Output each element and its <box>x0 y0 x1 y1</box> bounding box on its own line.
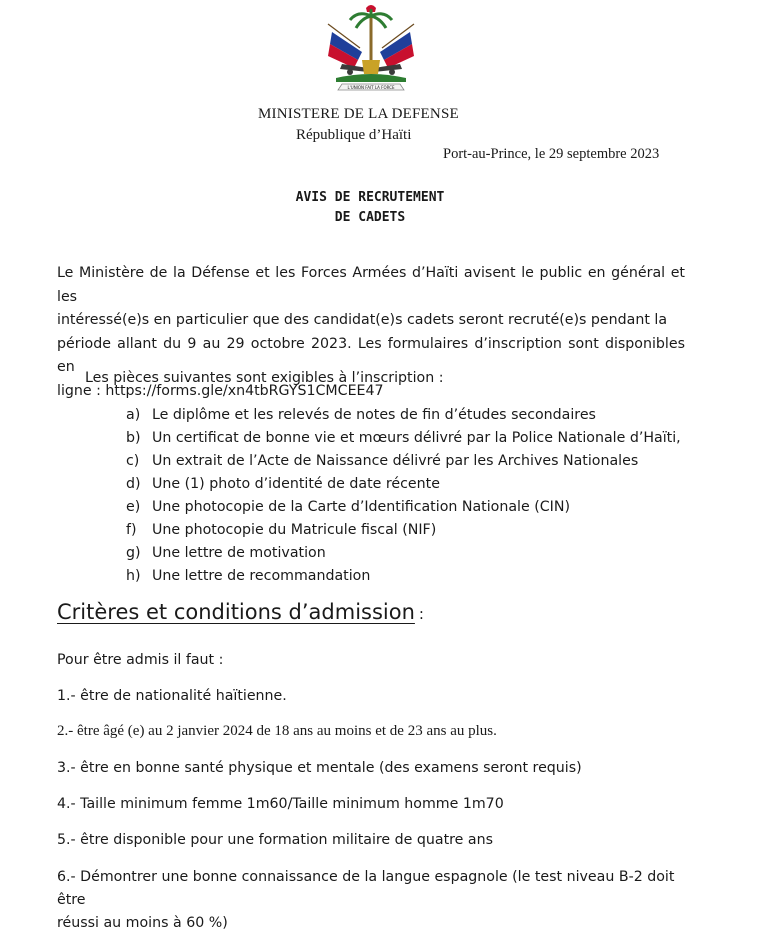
condition-2: 2.- être âgé (e) au 2 janvier 2024 de 18 ans au moins et de 23 ans au plus. <box>57 723 497 739</box>
list-item: b) Un certificat de bonne vie et mœurs délivré par la Police Nationale d’Haïti, <box>126 430 681 446</box>
condition-1: 1.- être de nationalité haïtienne. <box>57 688 287 704</box>
requirements-lead: Les pièces suivantes sont exigibles à l’inscription : <box>85 370 444 386</box>
intro-line-2: intéressé(e)s en particulier que des candidat(e)s cadets seront recruté(e)s pendant la <box>57 312 668 328</box>
list-item: e) Une photocopie de la Carte d’Identification Nationale (CIN) <box>126 499 571 515</box>
condition-4: 4.- Taille minimum femme 1m60/Taille minimum homme 1m70 <box>57 796 504 812</box>
list-item: f) Une photocopie du Matricule fiscal (NIF) <box>126 522 437 538</box>
notice-title <box>250 188 490 228</box>
criteria-lead: Pour être admis il faut : <box>57 652 224 668</box>
notice-title-line-1: AVIS DE RECRUTEMENT <box>295 190 445 205</box>
list-item: d) Une (1) photo d’identité de date récente <box>126 476 440 492</box>
criteria-heading <box>57 600 424 624</box>
intro-line-1: Le Ministère de la Défense et les Forces Armées d’Haïti avisent le public en général et les <box>57 265 685 305</box>
criteria-heading-text: Critères et conditions d’admission <box>57 600 415 624</box>
list-item: g) Une lettre de motivation <box>126 545 326 561</box>
condition-6-line-1: 6.- Démontrer une bonne connaissance de la langue espagnole (le test niveau B-2 doit être <box>57 869 675 908</box>
condition-3: 3.- être en bonne santé physique et mentale (des examens seront requis) <box>57 760 582 776</box>
list-item: a) Le diplôme et les relevés de notes de fin d’études secondaires <box>126 407 596 423</box>
condition-6 <box>57 866 697 935</box>
intro-line-4: ligne : https://forms.gle/xn4tbRGYS1CMCEE47 <box>57 382 384 399</box>
condition-6-line-2: réussi au moins à 60 %) <box>57 915 228 931</box>
ministry-name: MINISTERE DE LA DEFENSE <box>258 106 459 122</box>
condition-5: 5.- être disponible pour une formation militaire de quatre ans <box>57 832 494 848</box>
intro-line-3: période allant du 9 au 29 octobre 2023. Les formulaires d’inscription sont disponibles en <box>57 335 685 375</box>
list-item: c) Un extrait de l’Acte de Naissance délivré par les Archives Nationales <box>126 453 639 469</box>
haiti-coat-of-arms-icon <box>322 2 420 96</box>
criteria-heading-colon: : <box>418 605 424 623</box>
required-documents-list <box>126 404 681 588</box>
emblem-motto: L'UNION FAIT LA FORCE <box>347 85 395 90</box>
place-and-date: Port-au-Prince, le 29 septembre 2023 <box>443 146 660 162</box>
list-item: h) Une lettre de recommandation <box>126 568 371 584</box>
republic-name: République d’Haïti <box>296 127 412 143</box>
notice-title-line-2: DE CADETS <box>334 210 406 225</box>
